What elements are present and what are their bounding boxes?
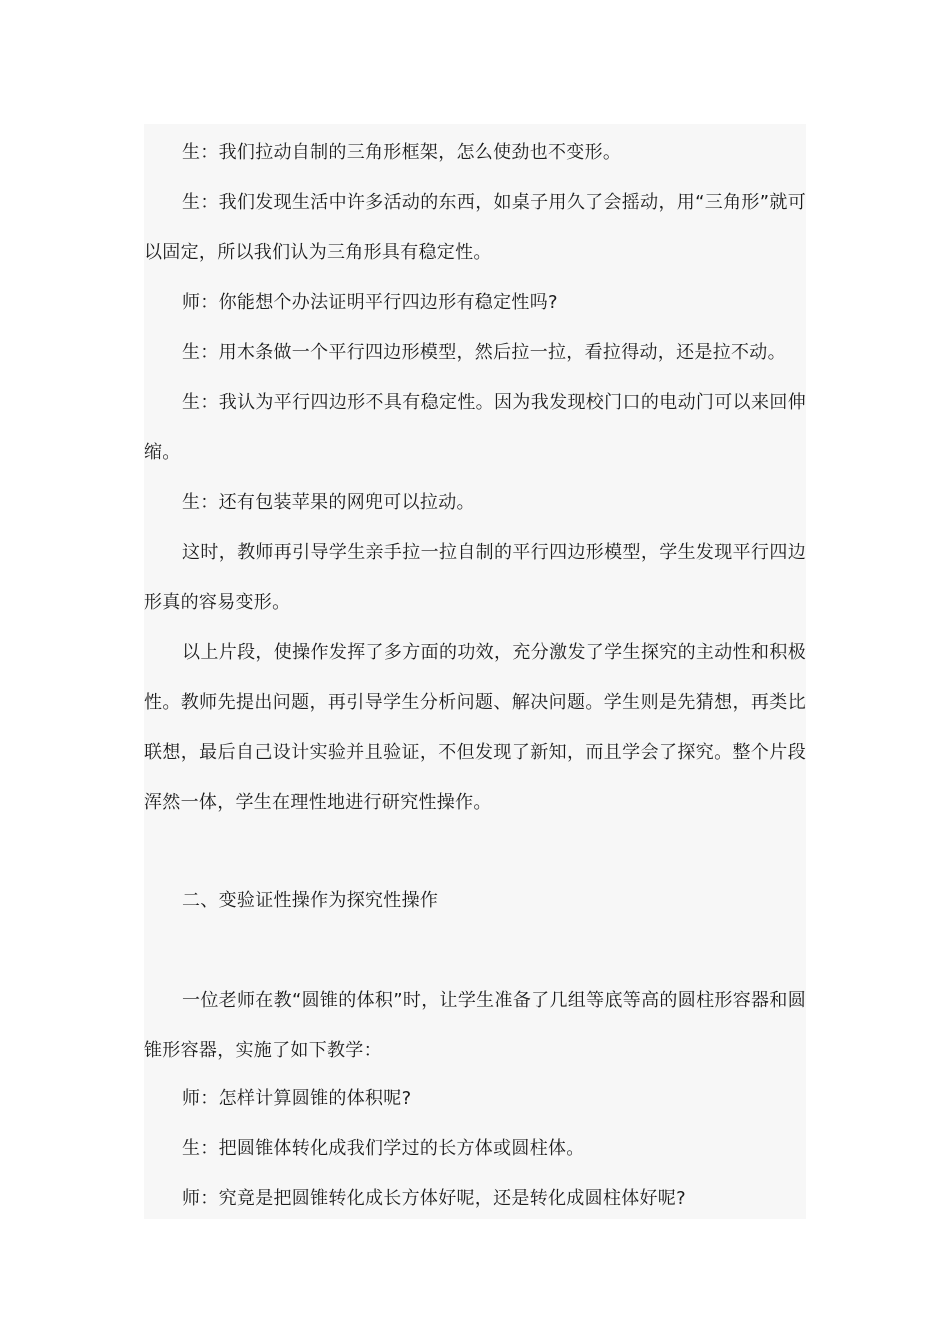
paragraph-9: 一位老师在教“圆锥的体积”时，让学生准备了几组等底等高的圆柱形容器和圆锥形容器，实施了如下教学： bbox=[144, 990, 806, 1061]
paragraph-7: 这时，教师再引导学生亲手拉一拉自制的平行四边形模型，学生发现平行四边形真的容易变形。 bbox=[144, 542, 806, 613]
paragraph-12: 师：究竟是把圆锥转化成长方体好呢，还是转化成圆柱体好呢? bbox=[182, 1188, 686, 1209]
document-text-panel bbox=[144, 124, 806, 1219]
paragraph-1: 生：我们拉动自制的三角形框架，怎么使劲也不变形。 bbox=[182, 142, 622, 163]
paragraph-3: 师：你能想个办法证明平行四边形有稳定性吗? bbox=[182, 292, 558, 313]
paragraph-11: 生：把圆锥体转化成我们学过的长方体或圆柱体。 bbox=[182, 1138, 585, 1159]
paragraph-2: 生：我们发现生活中许多活动的东西，如桌子用久了会摇动，用“三角形”就可以固定，所以我们认为三角形具有稳定性。 bbox=[144, 192, 806, 263]
paragraph-5: 生：我认为平行四边形不具有稳定性。因为我发现校门口的电动门可以来回伸缩。 bbox=[144, 392, 806, 463]
paragraph-10: 师：怎样计算圆锥的体积呢? bbox=[182, 1088, 412, 1109]
section-heading: 二、变验证性操作为探究性操作 bbox=[182, 890, 439, 911]
paragraph-4: 生：用木条做一个平行四边形模型，然后拉一拉，看拉得动，还是拉不动。 bbox=[182, 342, 786, 363]
paragraph-6: 生：还有包装苹果的网兜可以拉动。 bbox=[182, 492, 475, 513]
paragraph-8: 以上片段，使操作发挥了多方面的功效，充分激发了学生探究的主动性和积极性。教师先提出问题，再引导学生分析问题、解决问题。学生则是先猜想，再类比联想，最后自己设计实验并且验证，不但发现了新知，而且学会了探究。整个片段浑然一体，学生在理性地进行研究性操作。 bbox=[144, 642, 806, 813]
